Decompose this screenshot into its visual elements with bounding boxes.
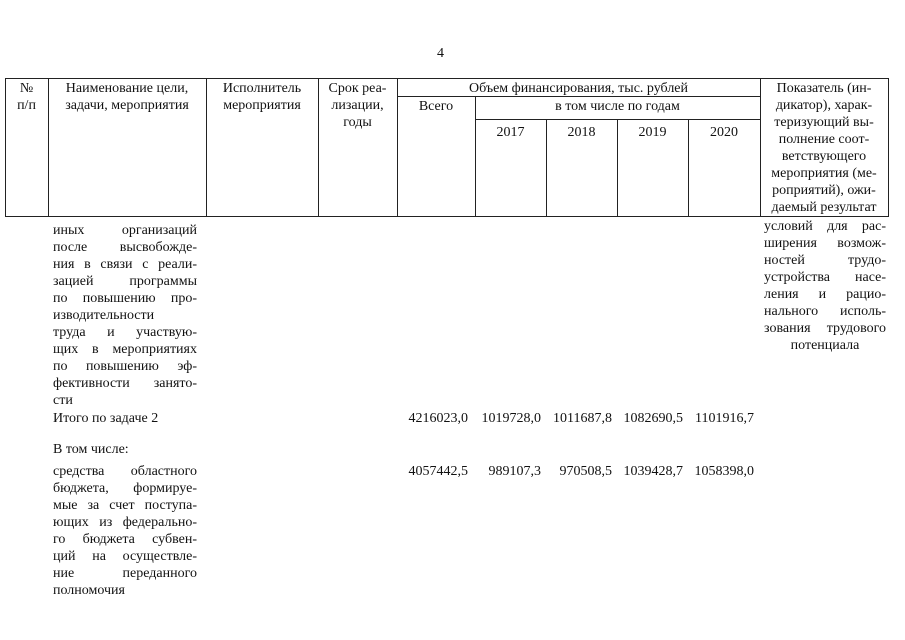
col-border: [888, 78, 889, 217]
regional-budget-label: средства областного бюджета, формируе- мые за счет поступа- ющих из федерально- го бюджета субвен- ций на осуществле- ние переданного полномочия: [53, 464, 197, 598]
col-header-indicator: Показатель (ин- дикатор), харак- теризующий вы- полнение соот- ветствующего мероприятия (ме- роприятий), ожи- даемый результат: [771, 81, 877, 215]
col-header-year: 2018: [567, 125, 596, 140]
continued-measure-name: иных организаций после высвобожде- ния в связи с реали- зацией программы по повышению про- изводительности труда и участвую- щих в мероприятиях по повышению эф- фективности занято- сти: [53, 223, 197, 408]
col-header-name: Наименование цели, задачи, мероприятия: [65, 81, 189, 113]
col-header-by-years: в том числе по годам: [555, 99, 680, 114]
regional-2019: 1039428,7: [623, 464, 683, 479]
regional-2018: 970508,5: [559, 464, 612, 479]
col-header-year: 2019: [638, 125, 667, 140]
regional-2020: 1058398,0: [694, 464, 754, 479]
col-header-number: № п/п: [17, 81, 36, 113]
indicator-result-text: условий для рас- ширения возмож- ностей трудо- устройства насе- ления и рацио- нального исполь- зования трудового потенциала: [764, 219, 886, 353]
header-bottom-border: [5, 216, 888, 217]
header-top-border: [5, 78, 888, 79]
total-task2-sum: 4216023,0: [408, 411, 468, 426]
page-number: 4: [437, 46, 444, 61]
col-header-total: Всего: [418, 99, 454, 114]
regional-2017: 989107,3: [488, 464, 541, 479]
total-task2-2020: 1101916,7: [695, 411, 754, 426]
total-task2-2017: 1019728,0: [481, 411, 541, 426]
col-header-term: Срок реа- лизации, годы: [328, 81, 387, 130]
total-task2-label: Итого по задаче 2: [53, 411, 159, 426]
col-header-financing: Объем финансирования, тыс. рублей: [468, 81, 689, 96]
col-header-year: 2017: [496, 125, 525, 140]
including-label: В том числе:: [53, 442, 129, 457]
col-header-executor: Исполнитель мероприятия: [222, 81, 302, 113]
regional-sum: 4057442,5: [408, 464, 468, 479]
total-task2-2018: 1011687,8: [553, 411, 612, 426]
col-header-year: 2020: [710, 125, 738, 140]
total-task2-2019: 1082690,5: [623, 411, 683, 426]
